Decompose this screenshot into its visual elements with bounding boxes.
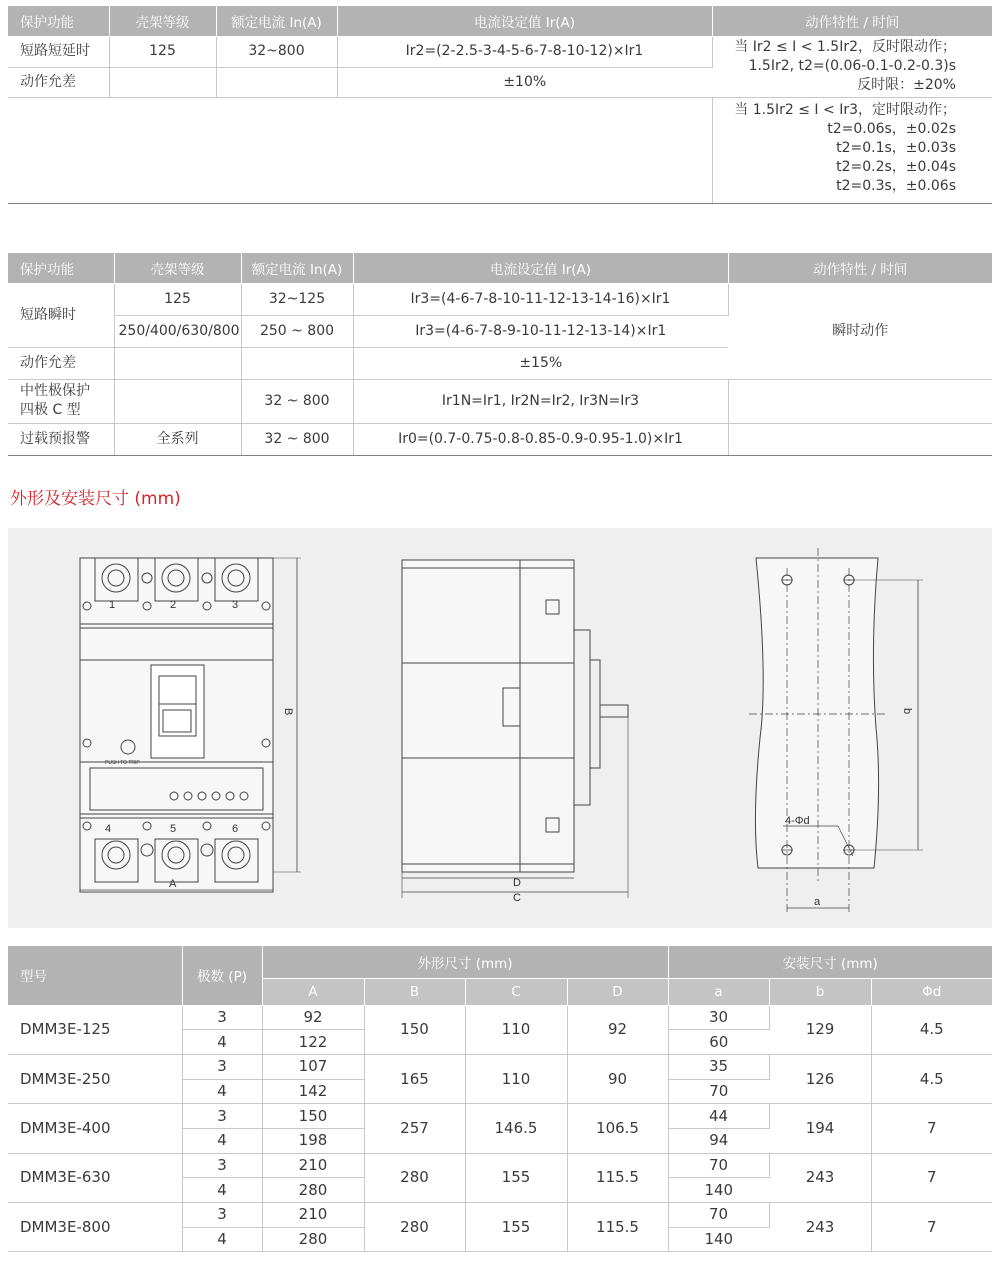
- cell-function: 短路短延时: [8, 36, 109, 67]
- cell-c: 155: [465, 1203, 567, 1252]
- header-action-characteristic: 动作特性 / 时间: [728, 253, 992, 283]
- cell-frame: 250/400/630/800: [114, 315, 241, 347]
- cell-b-install: 243: [769, 1153, 871, 1202]
- header-outline-dimensions: 外形尺寸 (mm): [262, 946, 668, 978]
- cell-poles: 3: [182, 1005, 262, 1030]
- cell-empty: [114, 347, 241, 379]
- cell-a: 280: [262, 1227, 364, 1252]
- header-frame-grade: 壳架等级: [114, 253, 241, 283]
- cell-poles: 4: [182, 1030, 262, 1055]
- dimension-table: [8, 946, 992, 1252]
- cell-d: 115.5: [567, 1203, 668, 1252]
- cell-poles: 3: [182, 1153, 262, 1178]
- cell-function: 过载预报警: [8, 423, 114, 455]
- cell-a-install: 60: [668, 1030, 769, 1055]
- dimension-label-a-mount: a: [814, 896, 821, 908]
- terminal-label: 6: [232, 823, 239, 835]
- cell-b: 280: [364, 1153, 465, 1202]
- cell-c: 110: [465, 1054, 567, 1103]
- section-title: 外形及安装尺寸 (mm): [10, 489, 181, 509]
- cell-b: 280: [364, 1203, 465, 1252]
- cell-current: 32~125: [241, 283, 353, 315]
- header-rated-current: 额定电流 In(A): [241, 253, 353, 283]
- subheader-hole-diameter: Φd: [871, 978, 992, 1005]
- dimension-label-b-mount: b: [901, 708, 913, 715]
- cell-hole-diameter: 4.5: [871, 1005, 992, 1054]
- cell-b-install: 129: [769, 1005, 871, 1054]
- cell-function: 动作允差: [8, 347, 114, 379]
- terminal-label: 2: [170, 599, 177, 611]
- instantaneous-protection-table: [8, 253, 992, 456]
- cell-a: 280: [262, 1178, 364, 1203]
- char-line: t2=0.06s，±0.02s: [827, 120, 956, 137]
- cell-current: 32 ~ 800: [241, 423, 353, 455]
- terminal-label: 1: [109, 599, 116, 611]
- cell-empty: [728, 379, 992, 423]
- cell-empty: [241, 347, 353, 379]
- cell-a-install: 35: [668, 1054, 769, 1079]
- char-line: t2=0.3s，±0.06s: [836, 177, 956, 194]
- cell-setting: ±10%: [337, 67, 712, 97]
- mounting-view: [749, 548, 923, 913]
- cell-a: 198: [262, 1128, 364, 1153]
- subheader-d: D: [567, 978, 668, 1005]
- short-delay-protection-table: [8, 6, 992, 204]
- dimension-label-b-upper: B: [282, 708, 294, 716]
- cell-current: 32 ~ 800: [241, 379, 353, 423]
- header-current-setting: 电流设定值 Ir(A): [353, 253, 728, 283]
- cell-poles: 4: [182, 1178, 262, 1203]
- side-view: [402, 560, 628, 898]
- cell-b: 165: [364, 1054, 465, 1103]
- function-line: 四极 C 型: [20, 402, 81, 418]
- cell-current: 250 ~ 800: [241, 315, 353, 347]
- cell-a-install: 94: [668, 1128, 769, 1153]
- terminal-label: 5: [170, 823, 177, 835]
- cell-hole-diameter: 7: [871, 1104, 992, 1153]
- cell-empty: [114, 379, 241, 423]
- table-row: [8, 1203, 992, 1228]
- char-line: t2=0.2s，±0.04s: [836, 158, 956, 175]
- cell-c: 155: [465, 1153, 567, 1202]
- cell-setting: Ir2=(2-2.5-3-4-5-6-7-8-10-12)×Ir1: [337, 36, 712, 67]
- dimension-label-d: D: [513, 877, 521, 889]
- dimension-drawing-panel: [8, 528, 992, 928]
- cell-a-install: 44: [668, 1104, 769, 1129]
- cell-model: DMM3E-125: [8, 1005, 182, 1054]
- cell-poles: 3: [182, 1104, 262, 1129]
- push-to-trip-label: PUSH TO TRIP: [105, 760, 140, 766]
- cell-a-install: 140: [668, 1227, 769, 1252]
- header-model: 型号: [8, 946, 182, 1005]
- cell-empty: [216, 67, 337, 97]
- subheader-b: B: [364, 978, 465, 1005]
- cell-d: 90: [567, 1054, 668, 1103]
- cell-a: 210: [262, 1203, 364, 1228]
- cell-empty: [8, 97, 712, 203]
- header-protection-function: 保护功能: [8, 6, 109, 36]
- header-action-characteristic: 动作特性 / 时间: [712, 6, 992, 36]
- cell-a: 210: [262, 1153, 364, 1178]
- cell-a-install: 70: [668, 1079, 769, 1104]
- cell-a: 122: [262, 1030, 364, 1055]
- cell-model: DMM3E-800: [8, 1203, 182, 1252]
- function-line: 中性极保护: [20, 383, 90, 399]
- hole-spec-label: 4-Φd: [785, 815, 810, 827]
- dimension-drawings: [8, 528, 992, 928]
- cell-a-install: 140: [668, 1178, 769, 1203]
- cell-model: DMM3E-250: [8, 1054, 182, 1103]
- subheader-c: C: [465, 978, 567, 1005]
- cell-c: 110: [465, 1005, 567, 1054]
- header-protection-function: 保护功能: [8, 253, 114, 283]
- subheader-a-install: a: [668, 978, 769, 1005]
- cell-hole-diameter: 7: [871, 1153, 992, 1202]
- mounting-panel-outline: [755, 558, 878, 868]
- char-line: 反时限：±20%: [857, 77, 956, 93]
- header-poles: 极数 (P): [182, 946, 262, 1005]
- cell-b-install: 126: [769, 1054, 871, 1103]
- cell-a-install: 70: [668, 1153, 769, 1178]
- dimension-label-a-upper: A: [169, 878, 177, 890]
- cell-model: DMM3E-400: [8, 1104, 182, 1153]
- cell-c: 146.5: [465, 1104, 567, 1153]
- subheader-a: A: [262, 978, 364, 1005]
- cell-d: 106.5: [567, 1104, 668, 1153]
- cell-poles: 4: [182, 1079, 262, 1104]
- cell-b-install: 243: [769, 1203, 871, 1252]
- cell-a: 142: [262, 1079, 364, 1104]
- header-rated-current: 额定电流 In(A): [216, 6, 337, 36]
- table-row: [8, 1005, 992, 1030]
- table-row: [8, 1104, 992, 1129]
- cell-empty: [109, 67, 216, 97]
- cell-function: [8, 379, 114, 423]
- cell-inverse-time-characteristic: [712, 36, 992, 97]
- dimension-label-c: C: [513, 892, 521, 904]
- cell-setting: Ir1N=Ir1, Ir2N=Ir2, Ir3N=Ir3: [353, 379, 728, 423]
- side-body-outline: [402, 560, 574, 872]
- cell-hole-diameter: 7: [871, 1203, 992, 1252]
- cell-instant-action: 瞬时动作: [728, 283, 992, 379]
- cell-a: 107: [262, 1054, 364, 1079]
- cell-a-install: 70: [668, 1203, 769, 1228]
- cell-d: 115.5: [567, 1153, 668, 1202]
- cell-definite-time-characteristic: [712, 97, 992, 203]
- table-row: [8, 1054, 992, 1079]
- cell-function: 短路瞬时: [8, 283, 114, 347]
- cell-a: 92: [262, 1005, 364, 1030]
- cell-frame: 125: [109, 36, 216, 67]
- cell-current: 32~800: [216, 36, 337, 67]
- terminal-label: 4: [105, 823, 112, 835]
- char-line: t2=0.1s，±0.03s: [836, 139, 956, 156]
- cell-a: 150: [262, 1104, 364, 1129]
- cell-setting: ±15%: [353, 347, 728, 379]
- cell-poles: 4: [182, 1227, 262, 1252]
- cell-frame: 全系列: [114, 423, 241, 455]
- char-line: 1.5Ir2, t2=(0.06-0.1-0.2-0.3)s: [748, 58, 956, 74]
- subheader-b-install: b: [769, 978, 871, 1005]
- cell-poles: 3: [182, 1054, 262, 1079]
- char-line: 当 1.5Ir2 ≤ I < Ir3，定时限动作；: [734, 101, 956, 118]
- cell-b-install: 194: [769, 1104, 871, 1153]
- cell-poles: 3: [182, 1203, 262, 1228]
- cell-a-install: 30: [668, 1005, 769, 1030]
- header-current-setting: 电流设定值 Ir(A): [337, 6, 712, 36]
- header-install-dimensions: 安装尺寸 (mm): [668, 946, 992, 978]
- header-frame-grade: 壳架等级: [109, 6, 216, 36]
- cell-hole-diameter: 4.5: [871, 1054, 992, 1103]
- table-row: [8, 1153, 992, 1178]
- cell-d: 92: [567, 1005, 668, 1054]
- cell-frame: 125: [114, 283, 241, 315]
- cell-function: 动作允差: [8, 67, 109, 97]
- cell-b: 150: [364, 1005, 465, 1054]
- terminal-label: 3: [232, 599, 239, 611]
- char-line: 当 Ir2 ≤ I < 1.5Ir2，反时限动作；: [734, 39, 956, 55]
- cell-b: 257: [364, 1104, 465, 1153]
- cell-model: DMM3E-630: [8, 1153, 182, 1202]
- cell-setting: Ir3=(4-6-7-8-10-11-12-13-14-16)×Ir1: [353, 283, 728, 315]
- cell-setting: Ir0=(0.7-0.75-0.8-0.85-0.9-0.95-1.0)×Ir1: [353, 423, 728, 455]
- cell-empty: [728, 423, 992, 455]
- cell-poles: 4: [182, 1128, 262, 1153]
- cell-setting: Ir3=(4-6-7-8-9-10-11-12-13-14)×Ir1: [353, 315, 728, 347]
